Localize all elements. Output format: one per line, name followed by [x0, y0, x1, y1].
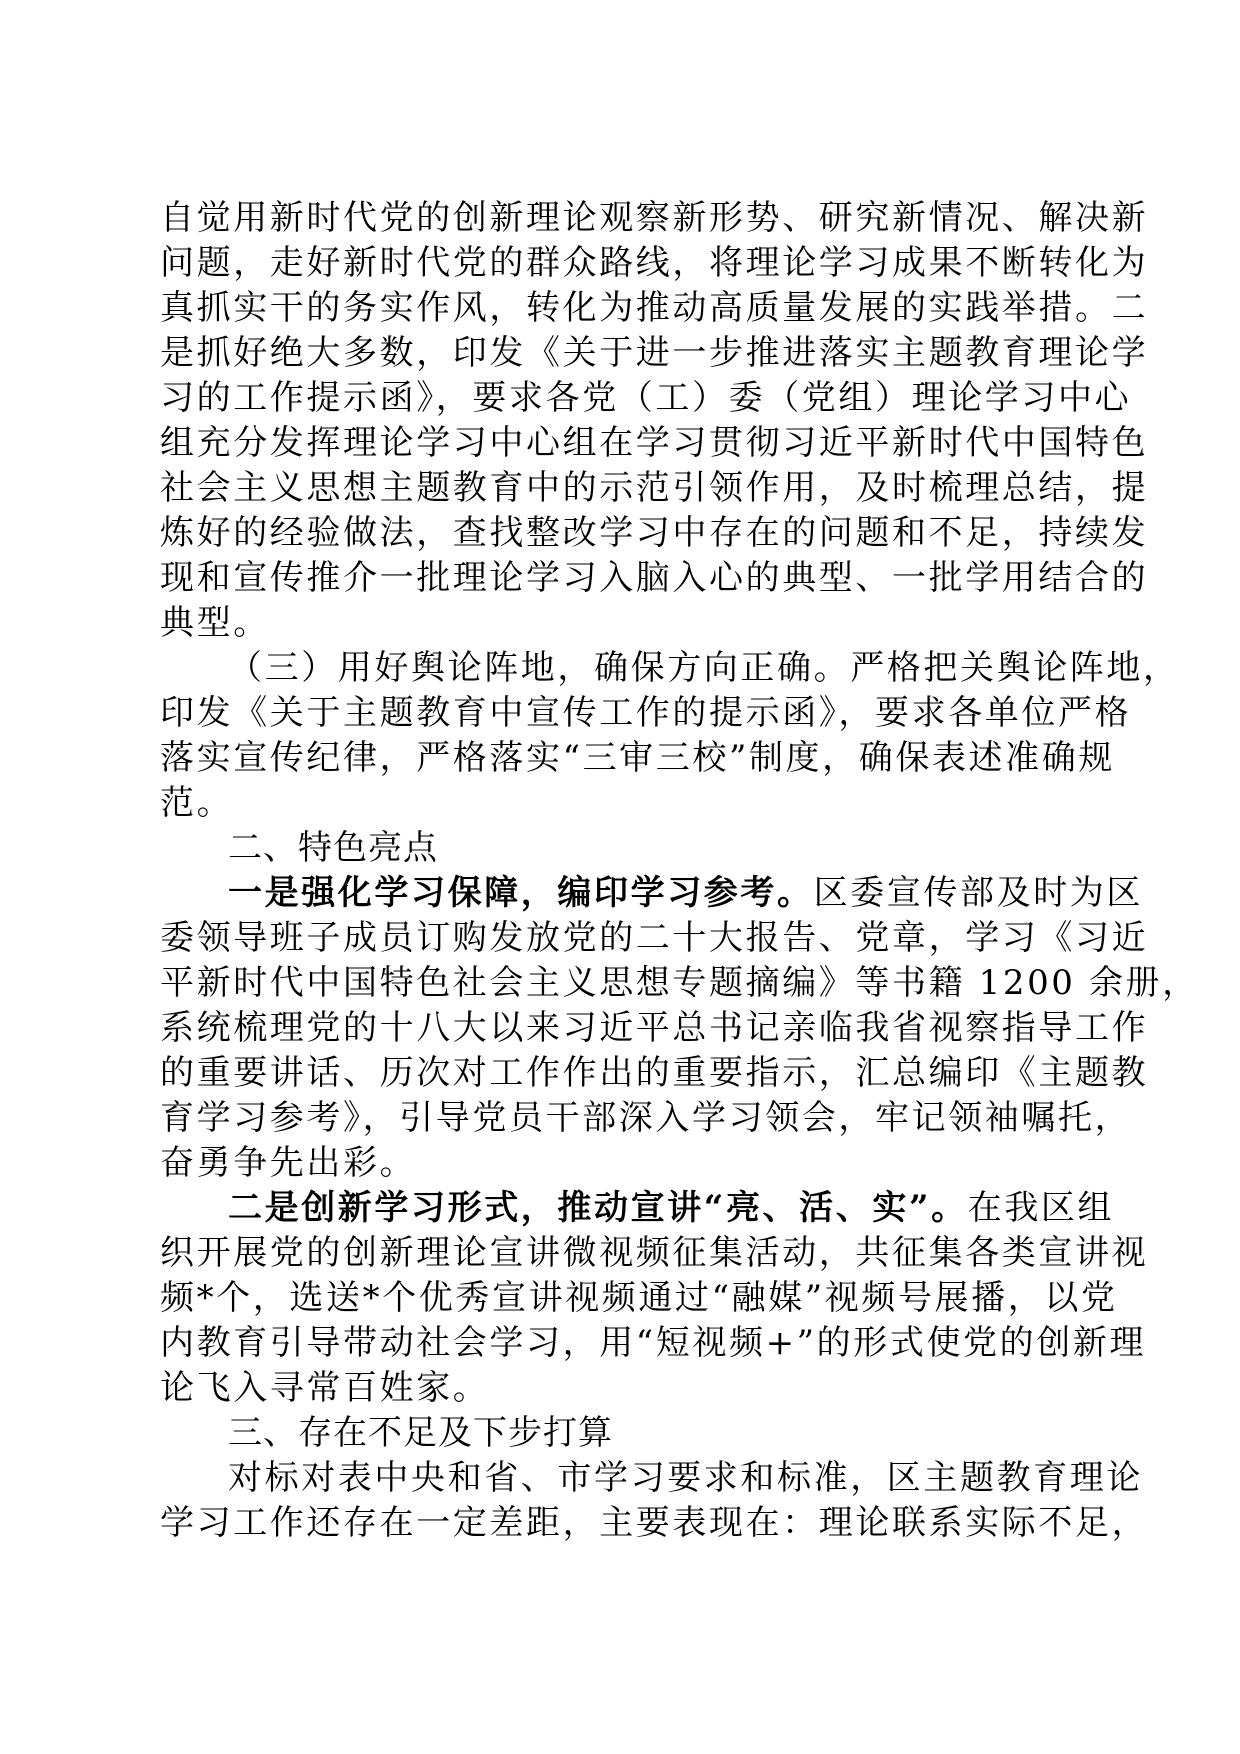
text-line: 组充分发挥理论学习中心组在学习贯彻习近平新时代中国特色 [160, 423, 1149, 463]
paragraph-continuation [160, 196, 1149, 646]
section-heading: 二、特色亮点 [228, 828, 438, 868]
paragraph-lead-bold: 一是强化学习保障，编印学习参考。 [228, 873, 814, 913]
text-line: 育学习参考》，引导党员干部深入学习领会，牢记领袖嘱托， [160, 1098, 1132, 1138]
text-line: 对标对表中央和省、市学习要求和标准，区主题教育理论 [228, 1458, 1143, 1498]
paragraph-text: 严格把关舆论阵地， [850, 648, 1180, 688]
text-line: 是抓好绝大多数，印发《关于进一步推进落实主题教育理论学 [160, 333, 1149, 373]
text-line [160, 871, 1144, 916]
paragraph-public-opinion [160, 646, 1180, 826]
paragraph-study-form [160, 1186, 1149, 1411]
text-line: 自觉用新时代党的创新理论观察新形势、研究新情况、解决新 [160, 198, 1149, 238]
text-line: 落实宣传纪律，严格落实“三审三校”制度，确保表述准确规 [160, 738, 1115, 778]
text-line: 真抓实干的务实作风，转化为推动高质量发展的实践举措。二 [160, 288, 1149, 328]
text-line: 学习工作还存在一定差距，主要表现在：理论联系实际不足， [160, 1503, 1149, 1543]
text-line: 内教育引导带动社会学习，用“短视频+”的形式使党的创新理 [160, 1323, 1147, 1363]
text-line: 印发《关于主题教育中宣传工作的提示函》，要求各单位严格 [160, 693, 1132, 733]
text-line: 典型。 [160, 603, 270, 643]
text-line: 社会主义思想主题教育中的示范引领作用，及时梳理总结，提 [160, 468, 1149, 508]
text-line: 的重要讲话、历次对工作作出的重要指示，汇总编印《主题教 [160, 1053, 1149, 1093]
text-line: 织开展党的创新理论宣讲微视频征集活动，共征集各类宣讲视 [160, 1233, 1149, 1273]
section-heading: 三、存在不足及下步打算 [228, 1413, 613, 1453]
text-line: 论飞入寻常百姓家。 [160, 1368, 490, 1408]
paragraph-lead: （三）用好舆论阵地，确保方向正确。 [228, 648, 851, 688]
text-line: 平新时代中国特色社会主义思想专题摘编》等书籍 1200 余册， [160, 963, 1199, 1003]
text-line: 委领导班子成员订购发放党的二十大报告、党章，学习《习近 [160, 918, 1149, 958]
text-line: 问题，走好新时代党的群众路线，将理论学习成果不断转化为 [160, 243, 1149, 283]
paragraph-shortcomings [160, 1456, 1149, 1546]
paragraph-text: 区委宣传部及时为区 [813, 873, 1144, 913]
text-line: 频*个，选送*个优秀宣讲视频通过“融媒”视频号展播，以党 [160, 1278, 1118, 1318]
text-line: 习的工作提示函》，要求各党（工）委（党组）理论学习中心 [160, 378, 1132, 418]
paragraph-text: 在我区组 [967, 1188, 1115, 1228]
paragraph-study-guarantee [160, 871, 1199, 1186]
text-line [160, 1186, 1115, 1231]
text-line: 奋勇争先出彩。 [160, 1143, 417, 1183]
text-line: 现和宣传推介一批理论学习入脑入心的典型、一批学用结合的 [160, 558, 1149, 598]
text-line: 范。 [160, 783, 234, 823]
paragraph-lead-bold: 二是创新学习形式，推动宣讲“亮、活、实”。 [228, 1188, 968, 1228]
text-line: 炼好的经验做法，查找整改学习中存在的问题和不足，持续发 [160, 513, 1149, 553]
text-line: 系统梳理党的十八大以来习近平总书记亲临我省视察指导工作 [160, 1008, 1149, 1048]
document-page [160, 196, 1199, 1546]
text-line [160, 646, 1180, 691]
